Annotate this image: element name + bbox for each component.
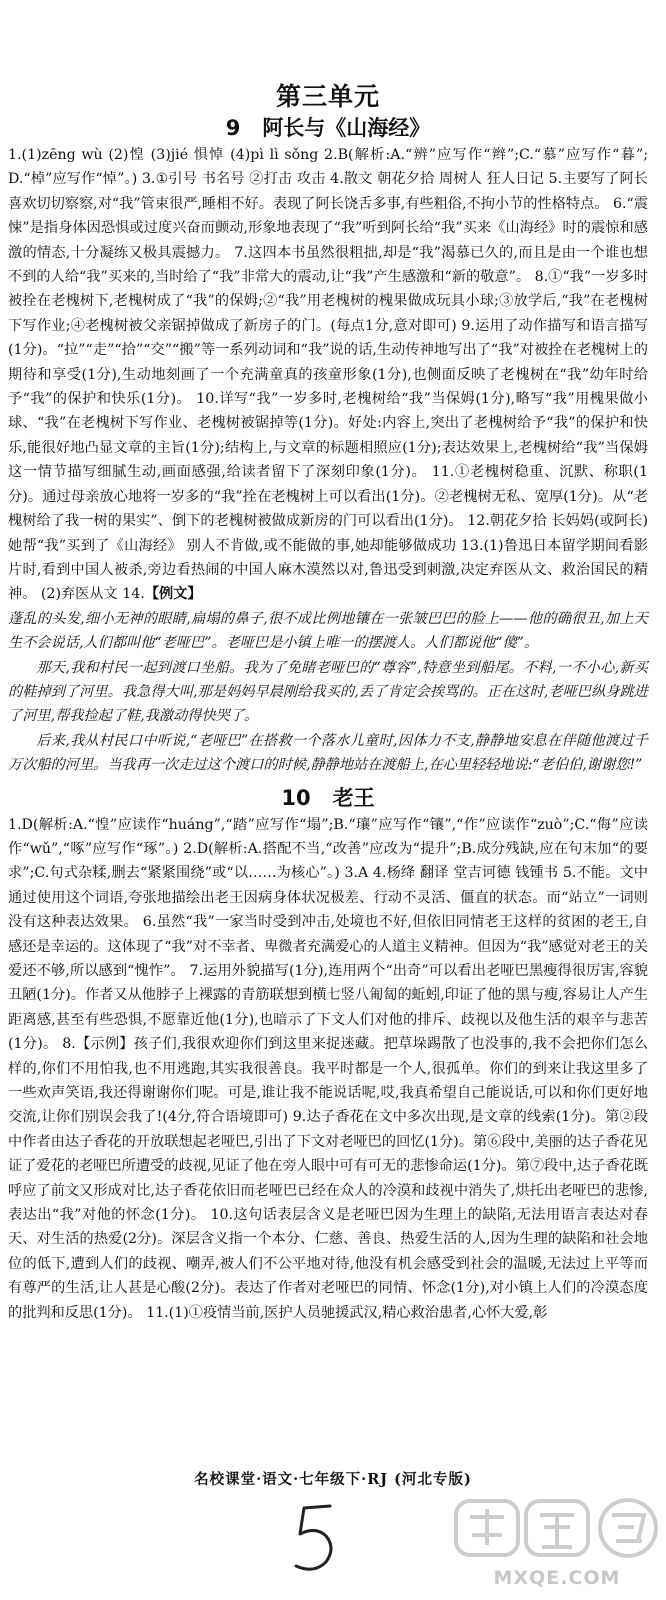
lesson-10-title: 老王	[332, 785, 375, 810]
watermark-text: MXQE.COM	[493, 1567, 621, 1589]
lesson-9-heading	[8, 114, 648, 142]
lesson-9-answers	[8, 143, 648, 607]
handwritten-page-number	[286, 1500, 346, 1580]
essay-paragraph: 后来,我从村民口中听说,“老哑巴”在搭救一个落水儿童时,因体力不支,静静地安息在伴随他渡过千万次船的河里。当我再一次走过这个渡口的时候,静静地站在渡船上,在心里轻轻地说:“老伯伯,谢谢您!”	[8, 732, 648, 774]
lesson-10-number: 10	[281, 785, 311, 810]
essay-paragraph: 那天,我和村民一起到渡口坐船。我为了免睹老哑巴的“尊容”,特意坐到船尾。不料,一不小心,新买的鞋掉到了河里。我急得大叫,那是妈妈早晨刚给我买的,丢了肯定会挨骂的。正在这时,老哑巴纵身跳进了河里,帮我捡起了鞋,我激动得快哭了。	[8, 659, 648, 725]
example-label: 【例文】	[144, 586, 202, 603]
lesson-9-title: 阿长与《山海经》	[262, 116, 431, 140]
essay-paragraph: 蓬乱的头发,细小无神的眼睛,扁塌的鼻子,很不成比例地镶在一张皱巴巴的脸上——他的确很丑,加上天生不会说话,人们都叫他“老哑巴”。老哑巴是小镇上唯一的摆渡人。人们都说他“傻”。	[8, 610, 648, 652]
unit-title: 第三单元	[275, 82, 380, 111]
lesson-9-number: 9	[225, 116, 241, 140]
lesson-10-answers: 1.D(解析:A.“惶”应读作“huáng”,“踏”应写作“塌”;B.“瓖”应写作“镶”,“作”应读作“zuò”;C.“侮”应读作“wǔ”,“啄”应写作“琢”。) 2.D(解析:A.搭配不当,“改善”应改为“提升”;B.成分残缺,应在句末加“的要求”;C.句式杂糅,删去“紧紧围绕”或“以……为核心”。) 3.A 4.杨绛 翻译 堂吉诃德 钱锺书 5.不能。文中通过使用这个词语,夸张地描绘出老王因病身体状况极差、行动不灵活、僵直的状态。而“站立”一词则没有这种表达效果。 6.虽然“我”一家当时受到冲击,处境也不好,但依旧同情老王这样的贫困的老王,自感还是幸运的。这体现了“我”对不幸者、卑微者充满爱心的人道主义精神。但因为“我”感觉对老王的关爱还不够,所以感到“愧怍”。 7.运用外貌描写(1分),连用两个“出奇”可以看出老哑巴黑瘦得很厉害,容貌丑陋(1分)。作者又从他脖子上裸露的青筋联想到横七竖八匍匐的蚯蚓,印证了他的黑与瘦,容易让人产生距离感,甚至有些恐惧,不愿靠近他(1分),也暗示了下文人们对他的排斥、歧视以及他生活的艰辛与悲苦(1分)。 8.【示例】孩子们,我很欢迎你们到这里来捉迷藏。把草垛踢散了也没事的,我不会把你们怎么样的,你们不用怕我,也不用逃跑,其实我很善良。我平时都是一个人,很孤单。你们的到来让我这里多了一些欢声笑语,我还得谢谢你们呢。可是,谁让我不能说话呢,哎,我真希望自己能说话,可以和你们更好地交流,让你们别误会我了!(4分,符合语境即可) 9.达子香花在文中多次出现,是文章的线索(1分)。第②段中作者由达子香花的开放联想起老哑巴,引出了下文对老哑巴的回忆(1分)。第⑥段中,美丽的达子香花见证了爱花的老哑巴所遭受的歧视,见证了他在旁人眼中可有可无的悲惨命运(1分)。第⑦段中,达子香花既呼应了前文又形成对比,达子香花依旧而老哑巴已经在众人的冷漠和歧视中消失了,烘托出老哑巴的悲惨,表达出“我”对他的怀念(1分)。 10.这句话表层含义是老哑巴因为生理上的缺陷,无法用语言表达对春天、对生活的热爱(2分)。深层含义指一个本分、仁慈、善良、热爱生活的人,因为生理的缺陷和社会地位的低下,遭到人们的歧视、嘲弄,被人们不公平地对待,他没有机会感受到社会的温暖,无法过上平等而有尊严的生活,让人甚是心酸(2分)。表达了作者对老哑巴的同情、怀念(1分),对小镇上人们的冷漠态度的批判和反思(1分)。 11.(1)①疫情当前,医护人员驰援武汉,精心救治患者,心怀大爱,彰	[8, 816, 648, 1321]
watermark	[452, 1495, 662, 1600]
page-footer: 名校课堂·语文·七年级下·RJ (河北专版)	[194, 1471, 472, 1488]
lesson-10-heading	[8, 784, 648, 812]
watermark-logo-icon	[452, 1495, 662, 1561]
lesson-9-answer-text: 1.(1)zēng wù (2)惶 (3)jié 惧悼 (4)pì lì sǒng 2.B(解析:A.“辨”应写作“辫”;C.“慕”应写作“暮”;D.“棹”应写作“悼”。) 3.①引号 书名号 ②打击 攻击 4.散文 朝花夕拾 周树人 狂人日记 5.主要写了阿长喜欢切切察察,对“我”管束很严,睡相不好。表现了阿长饶舌多事,有些粗俗,不拘小节的性格特点。 6.“震悚”是指身体因恐惧或过度兴奋而颤动,形象地表现了“我”听到阿长给“我”买来《山海经》时的震惊和感激的情态,十分凝练又极具震撼力。 7.这四本书虽然很粗拙,却是“我”渴慕已久的,而且是由一个谁也想不到的人给“我”买来的,当时给了“我”非常大的震动,让“我”产生感激和“新的敬意”。 8.①“我”一岁多时被拴在老槐树下,老槐树成了“我”的保姆;②“我”用老槐树的槐果做成玩具小球;③放学后,“我”在老槐树下写作业;④老槐树被父亲锯掉做成了新房子的门。(每点1分,意对即可) 9.运用了动作描写和语言描写(1分)。“拉”“走”“拾”“交”“搬”等一系列动词和“我”说的话,生动传神地写出了“我”对被拴在老槐树上的期待和享受(1分),生动地刻画了一个充满童真的孩童形象(1分),也侧面反映了老槐树在“我”幼年时给予“我”的保护和快乐(1分)。 10.详写“我”一岁多时,老槐树给“我”当保姆(1分),略写“我”用槐果做小球、“我”在老槐树下写作业、老槐树被锯掉等(1分)。好处:内容上,突出了老槐树给予“我”的保护和快乐,能很好地凸显文章的主旨(1分);结构上,与文章的标题相照应(1分);表达效果上,老槐树给“我”当保姆这一情节描写细腻生动,画面感强,给读者留下了深刻印象(1分)。 11.①老槐树稳重、沉默、称职(1分)。通过母亲放心地将一岁多的“我”拴在老槐树上可以看出(1分)。②老槐树无私、宽厚(1分)。从“老槐树给了我一树的果实”、倒下的老槐树被做成新房的门可以看出(1分)。 12.朝花夕拾 长妈妈(或阿长) 她帮“我”买到了《山海经》 别人不肯做,或不能做的事,她却能够做成功 13.(1)鲁迅日本留学期间看影片时,看到中国人被杀,旁边看热闹的中国人麻木漠然以对,鲁迅受到刺激,决定弃医从文、救治国民的精神。 (2)弃医从文 14.	[8, 147, 648, 603]
